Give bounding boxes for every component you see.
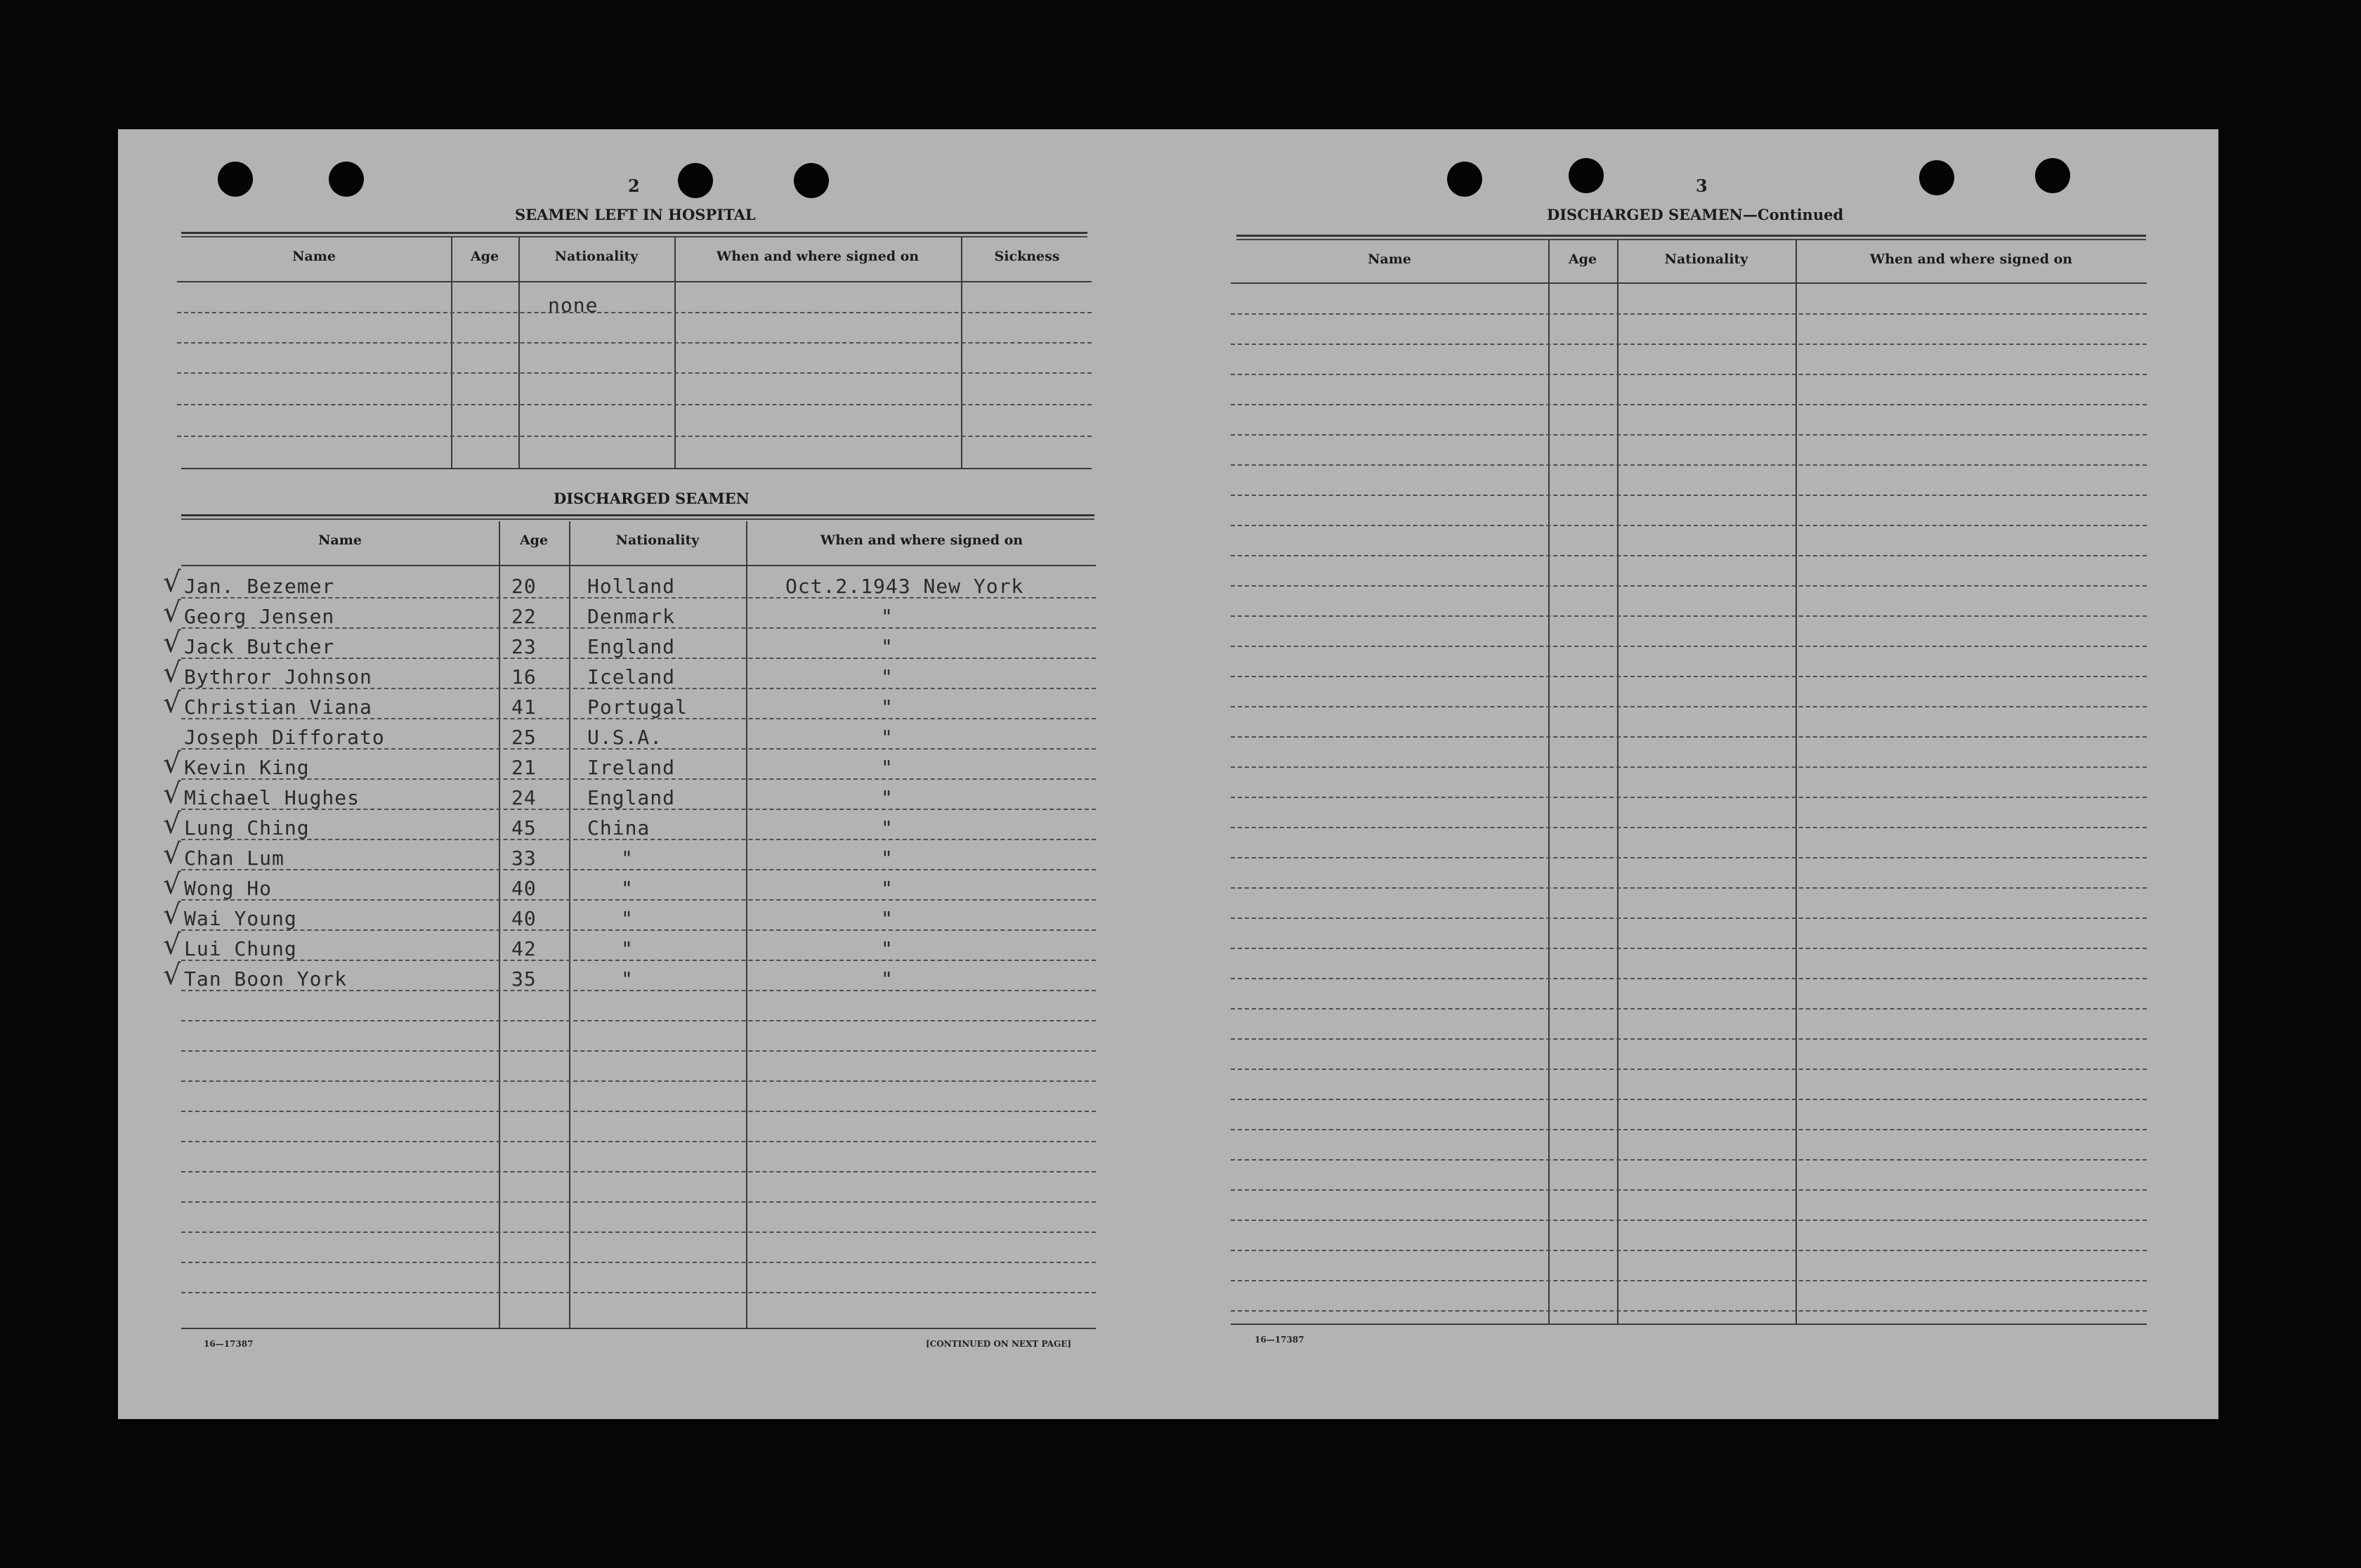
discharged-name-cell: Jan. Bezemer bbox=[184, 575, 335, 598]
discharged-age-cell: 40 bbox=[511, 907, 537, 930]
discharged-age-cell: 22 bbox=[511, 605, 537, 628]
discharged-signed-on-cell: " bbox=[881, 847, 894, 870]
discharged-name-cell: Tan Boon York bbox=[184, 967, 348, 991]
discharged-row-line bbox=[181, 1201, 1096, 1203]
scanned-sheet bbox=[118, 129, 2218, 1419]
hospital-col-divider bbox=[674, 237, 676, 469]
right-row-line bbox=[1231, 1008, 2147, 1010]
right-row-line bbox=[1231, 1038, 2147, 1040]
hospital-entry: none bbox=[548, 294, 599, 317]
right-row-line bbox=[1231, 585, 2147, 587]
discharged-row-line bbox=[181, 869, 1096, 870]
right-row-line bbox=[1231, 736, 2147, 738]
right-row-line bbox=[1231, 1250, 2147, 1251]
discharged-row-line bbox=[181, 839, 1096, 840]
right-row-line bbox=[1231, 615, 2147, 617]
discharged-row-line bbox=[181, 990, 1096, 991]
discharged-row-line bbox=[181, 809, 1096, 810]
discharged-nationality-cell: " bbox=[621, 967, 634, 991]
discharged-signed-on-cell: " bbox=[881, 665, 894, 688]
discharged-name-cell: Wai Young bbox=[184, 907, 297, 930]
discharged-header-age: Age bbox=[519, 533, 549, 548]
discharged-name-cell: Kevin King bbox=[184, 756, 310, 779]
discharged-nationality-cell: " bbox=[621, 937, 634, 960]
hospital-col-divider bbox=[518, 237, 520, 469]
discharged-name-cell: Wong Ho bbox=[184, 877, 273, 900]
right-header-nationality: Nationality bbox=[1664, 251, 1748, 267]
right-row-line bbox=[1231, 555, 2147, 556]
discharged-top-rule bbox=[181, 514, 1094, 520]
right-row-line bbox=[1231, 857, 2147, 858]
right-col-divider bbox=[1796, 240, 1797, 1324]
discharged-name-cell: Christian Viana bbox=[184, 695, 372, 719]
discharged-nationality-cell: England bbox=[587, 786, 676, 809]
discharged-header-signed-on: When and where signed on bbox=[820, 533, 1023, 548]
right-top-rule bbox=[1236, 235, 2146, 240]
discharged-name-cell: Michael Hughes bbox=[184, 786, 360, 809]
discharged-signed-on-cell: Oct.2.1943 New York bbox=[785, 575, 1024, 598]
discharged-row-line bbox=[181, 899, 1096, 901]
right-row-line bbox=[1231, 374, 2147, 375]
discharged-age-cell: 33 bbox=[511, 847, 537, 870]
discharged-signed-on-cell: " bbox=[881, 756, 894, 779]
discharged-age-cell: 25 bbox=[511, 726, 537, 749]
discharged-name-cell: Lung Ching bbox=[184, 816, 310, 839]
discharged-nationality-cell: China bbox=[587, 816, 650, 839]
hospital-row-line bbox=[177, 436, 1092, 437]
discharged-row-line bbox=[181, 1262, 1096, 1263]
discharged-row-line bbox=[181, 1111, 1096, 1112]
discharged-signed-on-cell: " bbox=[881, 907, 894, 930]
check-mark-icon: √ bbox=[163, 747, 181, 780]
discharged-row-line bbox=[181, 1020, 1096, 1021]
discharged-age-cell: 20 bbox=[511, 575, 537, 598]
discharged-signed-on-cell: " bbox=[881, 877, 894, 900]
discharged-age-cell: 24 bbox=[511, 786, 537, 809]
discharged-nationality-cell: England bbox=[587, 635, 676, 658]
check-mark-icon: √ bbox=[163, 778, 181, 810]
check-mark-icon: √ bbox=[163, 596, 181, 629]
right-row-line bbox=[1231, 676, 2147, 677]
right-row-line bbox=[1231, 827, 2147, 828]
continued-note: [CONTINUED ON NEXT PAGE] bbox=[926, 1339, 1072, 1349]
right-row-line bbox=[1231, 464, 2147, 466]
discharged-name-cell: Georg Jensen bbox=[184, 605, 335, 628]
check-mark-icon: √ bbox=[163, 808, 181, 840]
discharged-age-cell: 42 bbox=[511, 937, 537, 960]
discharged-row-line bbox=[181, 1080, 1096, 1082]
discharged-col-divider bbox=[569, 521, 570, 1329]
right-row-line bbox=[1231, 525, 2147, 526]
hospital-bottom-rule bbox=[181, 468, 1092, 469]
discharged-row-line bbox=[181, 658, 1096, 659]
discharged-section-title: DISCHARGED SEAMEN bbox=[554, 490, 750, 507]
discharged-row-line bbox=[181, 929, 1096, 931]
discharged-signed-on-cell: " bbox=[881, 786, 894, 809]
left-form-code: 16—17387 bbox=[204, 1339, 254, 1349]
right-row-line bbox=[1231, 1280, 2147, 1281]
check-mark-icon: √ bbox=[163, 687, 181, 719]
discharged-signed-on-cell: " bbox=[881, 695, 894, 719]
hospital-header-signed-on: When and where signed on bbox=[716, 249, 920, 264]
right-row-line bbox=[1231, 646, 2147, 647]
discharged-row-line bbox=[181, 718, 1096, 719]
right-row-line bbox=[1231, 917, 2147, 919]
right-row-line bbox=[1231, 1129, 2147, 1130]
hospital-section-title: SEAMEN LEFT IN HOSPITAL bbox=[515, 206, 756, 223]
punch-hole bbox=[1569, 158, 1604, 193]
check-mark-icon: √ bbox=[163, 929, 181, 961]
hospital-header-nationality: Nationality bbox=[554, 249, 639, 264]
hospital-row-line bbox=[177, 404, 1092, 405]
hospital-row-line bbox=[177, 342, 1092, 344]
check-mark-icon: √ bbox=[163, 838, 181, 870]
discharged-name-cell: Chan Lum bbox=[184, 847, 285, 870]
check-mark-icon: √ bbox=[163, 868, 181, 901]
right-header-name: Name bbox=[1368, 251, 1411, 267]
hospital-top-rule bbox=[181, 232, 1087, 237]
discharged-row-line bbox=[181, 1171, 1096, 1172]
discharged-header-rule bbox=[181, 565, 1096, 566]
right-row-line bbox=[1231, 978, 2147, 979]
hospital-row-line bbox=[177, 312, 1092, 313]
discharged-row-line bbox=[181, 627, 1096, 629]
discharged-age-cell: 23 bbox=[511, 635, 537, 658]
discharged-name-cell: Bythror Johnson bbox=[184, 665, 372, 688]
right-header-rule bbox=[1231, 282, 2147, 284]
right-header-age: Age bbox=[1568, 251, 1597, 267]
discharged-nationality-cell: " bbox=[621, 907, 634, 930]
hospital-col-divider bbox=[451, 237, 452, 469]
discharged-col-divider bbox=[746, 521, 747, 1329]
right-row-line bbox=[1231, 1189, 2147, 1191]
discharged-nationality-cell: Ireland bbox=[587, 756, 676, 779]
hospital-header-sickness: Sickness bbox=[994, 249, 1060, 264]
discharged-row-line bbox=[181, 778, 1096, 780]
right-row-line bbox=[1231, 887, 2147, 889]
hospital-row-line bbox=[177, 372, 1092, 374]
punch-hole bbox=[678, 163, 713, 198]
discharged-signed-on-cell: " bbox=[881, 605, 894, 628]
discharged-nationality-cell: Holland bbox=[587, 575, 676, 598]
discharged-nationality-cell: Portugal bbox=[587, 695, 688, 719]
discharged-age-cell: 40 bbox=[511, 877, 537, 900]
right-row-line bbox=[1231, 495, 2147, 496]
right-col-divider bbox=[1548, 240, 1550, 1324]
discharged-header-name: Name bbox=[318, 533, 362, 548]
right-col-divider bbox=[1617, 240, 1618, 1324]
hospital-header-name: Name bbox=[292, 249, 336, 264]
punch-hole bbox=[794, 163, 829, 198]
discharged-row-line bbox=[181, 1292, 1096, 1293]
right-row-line bbox=[1231, 1069, 2147, 1070]
right-section-title bbox=[1547, 206, 1843, 223]
right-row-line bbox=[1231, 948, 2147, 949]
discharged-row-line bbox=[181, 597, 1096, 599]
hospital-header-age: Age bbox=[470, 249, 499, 264]
right-row-line bbox=[1231, 1159, 2147, 1161]
discharged-col-divider bbox=[499, 521, 500, 1329]
right-title-main: DISCHARGED SEAMEN bbox=[1547, 206, 1743, 223]
check-mark-icon: √ bbox=[163, 566, 181, 599]
right-form-code: 16—17387 bbox=[1255, 1335, 1304, 1345]
discharged-signed-on-cell: " bbox=[881, 967, 894, 991]
punch-hole bbox=[1447, 162, 1482, 197]
right-row-line bbox=[1231, 766, 2147, 768]
right-bottom-rule bbox=[1231, 1324, 2147, 1325]
left-page-number: 2 bbox=[628, 176, 640, 196]
punch-hole bbox=[329, 162, 364, 197]
discharged-nationality-cell: Denmark bbox=[587, 605, 676, 628]
check-mark-icon: √ bbox=[163, 899, 181, 931]
right-page-number: 3 bbox=[1696, 176, 1708, 196]
discharged-nationality-cell: U.S.A. bbox=[587, 726, 663, 749]
check-mark-icon: √ bbox=[163, 627, 181, 659]
discharged-nationality-cell: Iceland bbox=[587, 665, 676, 688]
discharged-row-line bbox=[181, 688, 1096, 689]
punch-hole bbox=[218, 162, 253, 197]
discharged-age-cell: 16 bbox=[511, 665, 537, 688]
right-row-line bbox=[1231, 344, 2147, 345]
right-row-line bbox=[1231, 404, 2147, 405]
discharged-age-cell: 21 bbox=[511, 756, 537, 779]
discharged-age-cell: 35 bbox=[511, 967, 537, 991]
discharged-nationality-cell: " bbox=[621, 877, 634, 900]
discharged-row-line bbox=[181, 960, 1096, 961]
discharged-name-cell: Joseph Difforato bbox=[184, 726, 385, 749]
hospital-header-rule bbox=[177, 281, 1092, 282]
discharged-row-line bbox=[181, 1050, 1096, 1052]
discharged-row-line bbox=[181, 748, 1096, 750]
right-row-line bbox=[1231, 706, 2147, 707]
punch-hole bbox=[1919, 160, 1954, 195]
right-row-line bbox=[1231, 313, 2147, 315]
discharged-row-line bbox=[181, 1141, 1096, 1142]
discharged-header-nationality: Nationality bbox=[615, 533, 700, 548]
discharged-name-cell: Jack Butcher bbox=[184, 635, 335, 658]
discharged-age-cell: 41 bbox=[511, 695, 537, 719]
discharged-signed-on-cell: " bbox=[881, 816, 894, 839]
discharged-signed-on-cell: " bbox=[881, 635, 894, 658]
punch-hole bbox=[2035, 158, 2070, 193]
check-mark-icon: √ bbox=[163, 657, 181, 689]
check-mark-icon: √ bbox=[163, 959, 181, 991]
discharged-signed-on-cell: " bbox=[881, 937, 894, 960]
right-row-line bbox=[1231, 1220, 2147, 1221]
discharged-nationality-cell: " bbox=[621, 847, 634, 870]
hospital-col-divider bbox=[961, 237, 962, 469]
right-header-signed-on: When and where signed on bbox=[1869, 251, 2073, 267]
right-row-line bbox=[1231, 434, 2147, 436]
right-row-line bbox=[1231, 797, 2147, 798]
discharged-signed-on-cell: " bbox=[881, 726, 894, 749]
right-row-line bbox=[1231, 1099, 2147, 1100]
discharged-name-cell: Lui Chung bbox=[184, 937, 297, 960]
right-row-line bbox=[1231, 1310, 2147, 1312]
discharged-bottom-rule bbox=[181, 1328, 1096, 1329]
discharged-row-line bbox=[181, 1231, 1096, 1233]
discharged-age-cell: 45 bbox=[511, 816, 537, 839]
right-title-suffix: —Continued bbox=[1742, 206, 1844, 223]
